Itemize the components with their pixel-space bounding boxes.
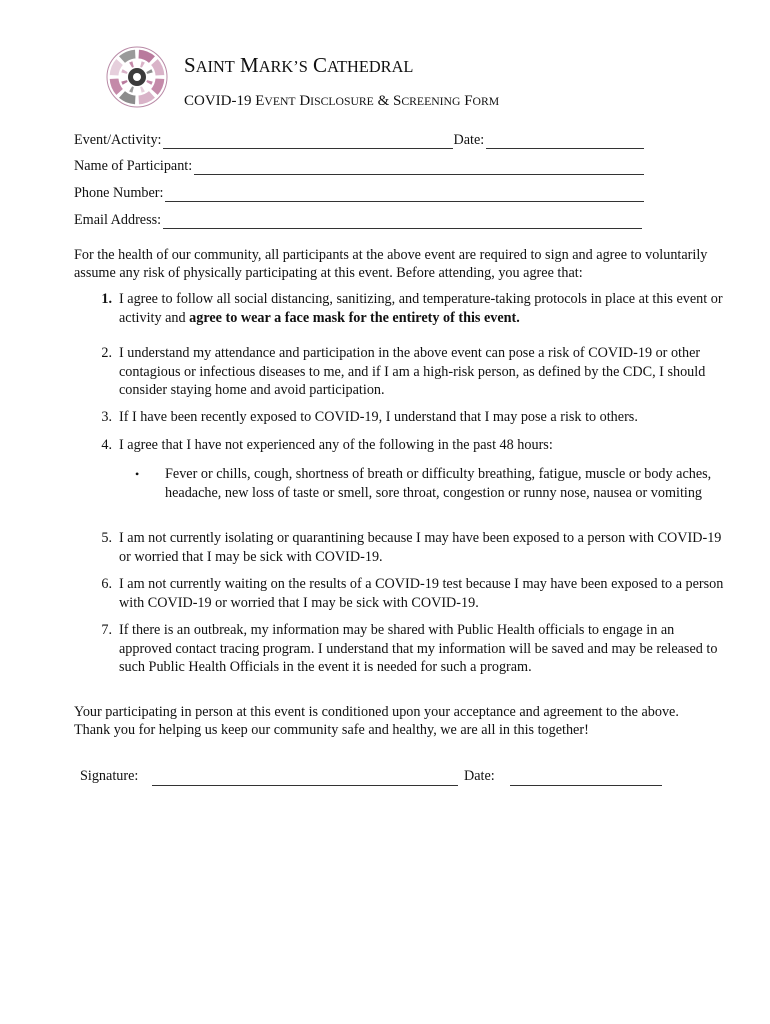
participant-field[interactable] xyxy=(194,160,644,175)
email-label: Email Address: xyxy=(74,212,162,228)
email-row xyxy=(74,211,642,229)
date-field[interactable] xyxy=(486,134,644,149)
event-activity-row xyxy=(74,131,644,149)
cathedral-logo-icon xyxy=(106,46,168,108)
participant-label: Name of Participant: xyxy=(74,158,193,174)
signature-label: Signature: xyxy=(80,768,139,784)
signature-date-label: Date: xyxy=(464,768,495,784)
email-field[interactable] xyxy=(163,214,642,229)
signature-field[interactable] xyxy=(152,770,458,786)
phone-row xyxy=(74,184,644,202)
phone-field[interactable] xyxy=(165,187,644,202)
participant-row xyxy=(74,157,644,175)
date-label: Date: xyxy=(453,132,485,148)
signature-date-field[interactable] xyxy=(510,770,662,786)
event-activity-field[interactable] xyxy=(163,134,453,149)
form-title: COVID-19 EVENT DISCLOSURE & SCREENING FORM xyxy=(184,93,500,109)
closing-paragraph: Your participating in person at this event is conditioned upon your acceptance and agreement to the above. Thank you for helping us keep our community safe and healthy, we are all in this together! xyxy=(74,704,679,739)
intro-paragraph: For the health of our community, all participants at the above event are required to sign and agree to voluntarily assume any risk of physically participating at this event. Before attending, you agree that: xyxy=(74,247,708,282)
organization-name: SAINT MARK’S CATHEDRAL xyxy=(184,53,414,77)
bullet-icon: • xyxy=(135,467,140,481)
phone-label: Phone Number: xyxy=(74,185,164,201)
signature-row xyxy=(80,768,670,788)
event-activity-label: Event/Activity: xyxy=(74,132,162,148)
